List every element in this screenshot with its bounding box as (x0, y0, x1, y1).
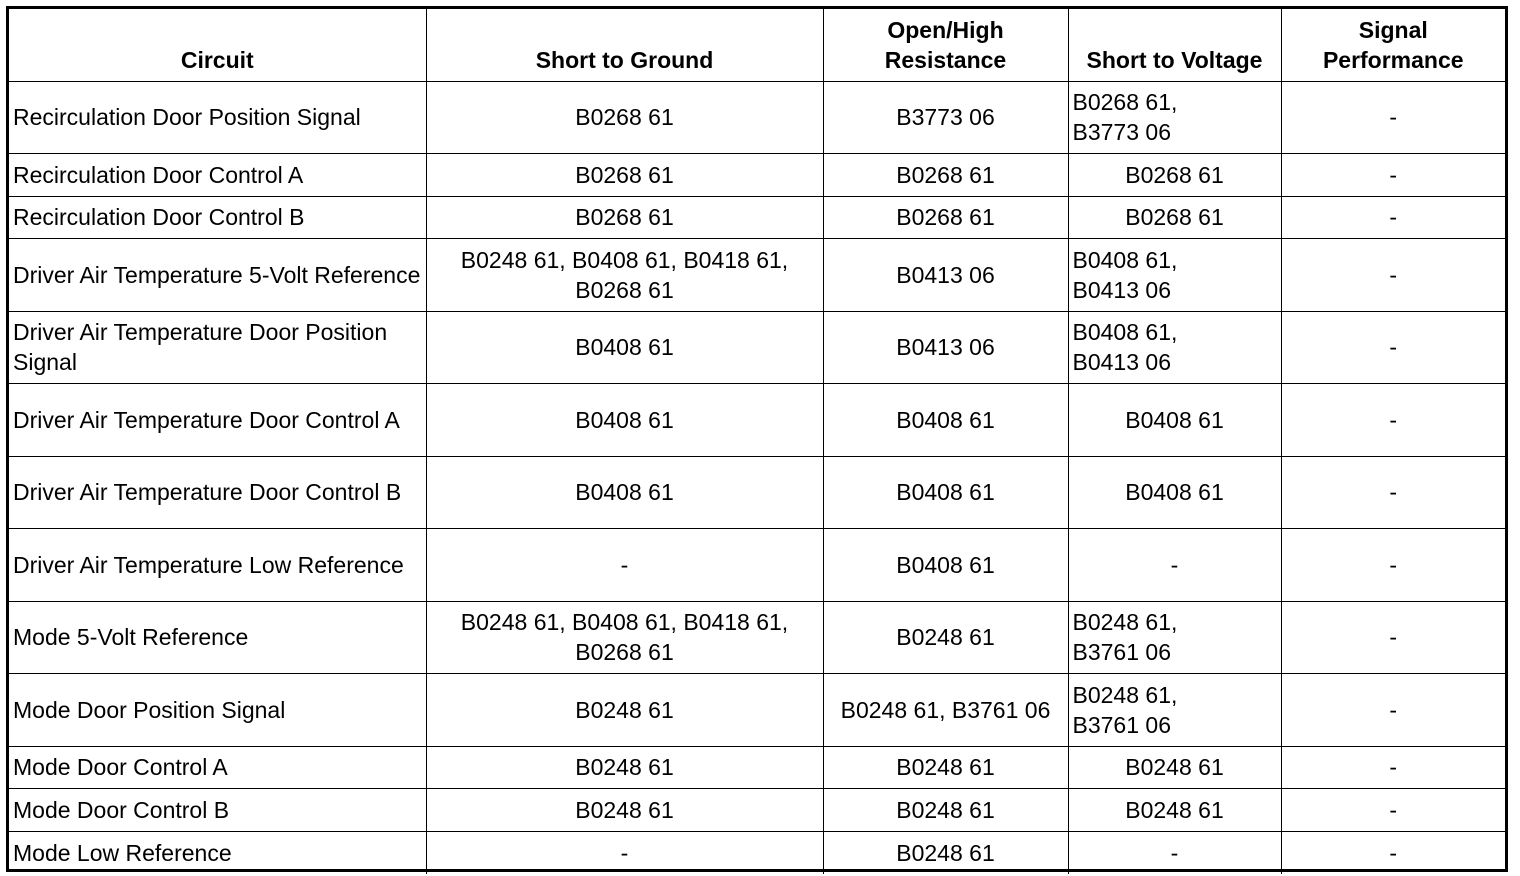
header-signal-performance: Signal Performance (1281, 9, 1505, 81)
cell-signal-performance: - (1281, 601, 1505, 674)
cell-short-to-voltage: - (1068, 529, 1281, 602)
cell-open-high-resistance: B0413 06 (823, 311, 1068, 384)
cell-short-to-ground: B0248 61 (426, 746, 823, 789)
cell-open-high-resistance: B0248 61, B3761 06 (823, 674, 1068, 747)
cell-short-to-ground: B0248 61 (426, 674, 823, 747)
cell-circuit: Driver Air Temperature Low Reference (9, 529, 426, 602)
cell-signal-performance: - (1281, 789, 1505, 832)
table-row (9, 789, 1505, 832)
cell-short-to-voltage: B0248 61, B3761 06 (1068, 674, 1281, 747)
cell-short-to-ground: B0408 61 (426, 456, 823, 529)
cell-signal-performance: - (1281, 456, 1505, 529)
cell-open-high-resistance: B0268 61 (823, 196, 1068, 239)
cell-signal-performance: - (1281, 384, 1505, 457)
cell-short-to-ground: B0268 61 (426, 196, 823, 239)
cell-signal-performance: - (1281, 746, 1505, 789)
header-short-to-ground: Short to Ground (426, 9, 823, 81)
table-row (9, 456, 1505, 529)
cell-short-to-voltage: B0248 61 (1068, 746, 1281, 789)
cell-signal-performance: - (1281, 674, 1505, 747)
cell-short-to-voltage: B0268 61 (1068, 196, 1281, 239)
cell-circuit: Driver Air Temperature Door Position Signal (9, 311, 426, 384)
cell-short-to-voltage: B0248 61, B3761 06 (1068, 601, 1281, 674)
cell-circuit: Mode Low Reference (9, 831, 426, 874)
header-row (9, 9, 1505, 81)
cell-circuit: Recirculation Door Position Signal (9, 81, 426, 154)
cell-signal-performance: - (1281, 831, 1505, 874)
cell-open-high-resistance: B3773 06 (823, 81, 1068, 154)
table-row (9, 81, 1505, 154)
cell-signal-performance: - (1281, 196, 1505, 239)
table-row (9, 831, 1505, 874)
header-short-to-voltage: Short to Voltage (1068, 9, 1281, 81)
dtc-table (9, 9, 1505, 874)
cell-circuit: Driver Air Temperature Door Control A (9, 384, 426, 457)
table-row (9, 529, 1505, 602)
cell-short-to-ground: B0248 61, B0408 61, B0418 61, B0268 61 (426, 601, 823, 674)
cell-short-to-voltage: B0268 61, B3773 06 (1068, 81, 1281, 154)
header-open-high-resistance: Open/High Resistance (823, 9, 1068, 81)
cell-open-high-resistance: B0408 61 (823, 529, 1068, 602)
cell-circuit: Mode 5-Volt Reference (9, 601, 426, 674)
cell-short-to-ground: B0248 61, B0408 61, B0418 61, B0268 61 (426, 239, 823, 312)
cell-short-to-ground: B0268 61 (426, 81, 823, 154)
header-circuit: Circuit (9, 9, 426, 81)
cell-short-to-voltage: - (1068, 831, 1281, 874)
cell-short-to-voltage: B0248 61 (1068, 789, 1281, 832)
cell-short-to-voltage: B0408 61 (1068, 456, 1281, 529)
cell-open-high-resistance: B0408 61 (823, 456, 1068, 529)
cell-signal-performance: - (1281, 529, 1505, 602)
table-row (9, 601, 1505, 674)
table-row (9, 196, 1505, 239)
cell-circuit: Mode Door Control B (9, 789, 426, 832)
cell-open-high-resistance: B0248 61 (823, 746, 1068, 789)
table-row (9, 674, 1505, 747)
cell-open-high-resistance: B0268 61 (823, 154, 1068, 197)
table-row (9, 384, 1505, 457)
cell-open-high-resistance: B0408 61 (823, 384, 1068, 457)
cell-open-high-resistance: B0248 61 (823, 789, 1068, 832)
cell-circuit: Recirculation Door Control B (9, 196, 426, 239)
table-body (9, 81, 1505, 874)
cell-circuit: Recirculation Door Control A (9, 154, 426, 197)
circuit-diagnostic-table (6, 6, 1508, 872)
table-row (9, 154, 1505, 197)
cell-signal-performance: - (1281, 239, 1505, 312)
cell-short-to-ground: B0408 61 (426, 311, 823, 384)
cell-short-to-ground: - (426, 831, 823, 874)
cell-circuit: Mode Door Position Signal (9, 674, 426, 747)
cell-signal-performance: - (1281, 81, 1505, 154)
cell-signal-performance: - (1281, 154, 1505, 197)
cell-circuit: Driver Air Temperature 5-Volt Reference (9, 239, 426, 312)
cell-short-to-ground: B0408 61 (426, 384, 823, 457)
cell-circuit: Mode Door Control A (9, 746, 426, 789)
cell-open-high-resistance: B0248 61 (823, 601, 1068, 674)
table-row (9, 746, 1505, 789)
cell-short-to-ground: B0248 61 (426, 789, 823, 832)
cell-short-to-voltage: B0268 61 (1068, 154, 1281, 197)
table-row (9, 239, 1505, 312)
cell-open-high-resistance: B0248 61 (823, 831, 1068, 874)
cell-short-to-voltage: B0408 61, B0413 06 (1068, 239, 1281, 312)
table-row (9, 311, 1505, 384)
cell-signal-performance: - (1281, 311, 1505, 384)
cell-open-high-resistance: B0413 06 (823, 239, 1068, 312)
cell-short-to-voltage: B0408 61 (1068, 384, 1281, 457)
cell-short-to-voltage: B0408 61, B0413 06 (1068, 311, 1281, 384)
cell-short-to-ground: B0268 61 (426, 154, 823, 197)
cell-short-to-ground: - (426, 529, 823, 602)
cell-circuit: Driver Air Temperature Door Control B (9, 456, 426, 529)
